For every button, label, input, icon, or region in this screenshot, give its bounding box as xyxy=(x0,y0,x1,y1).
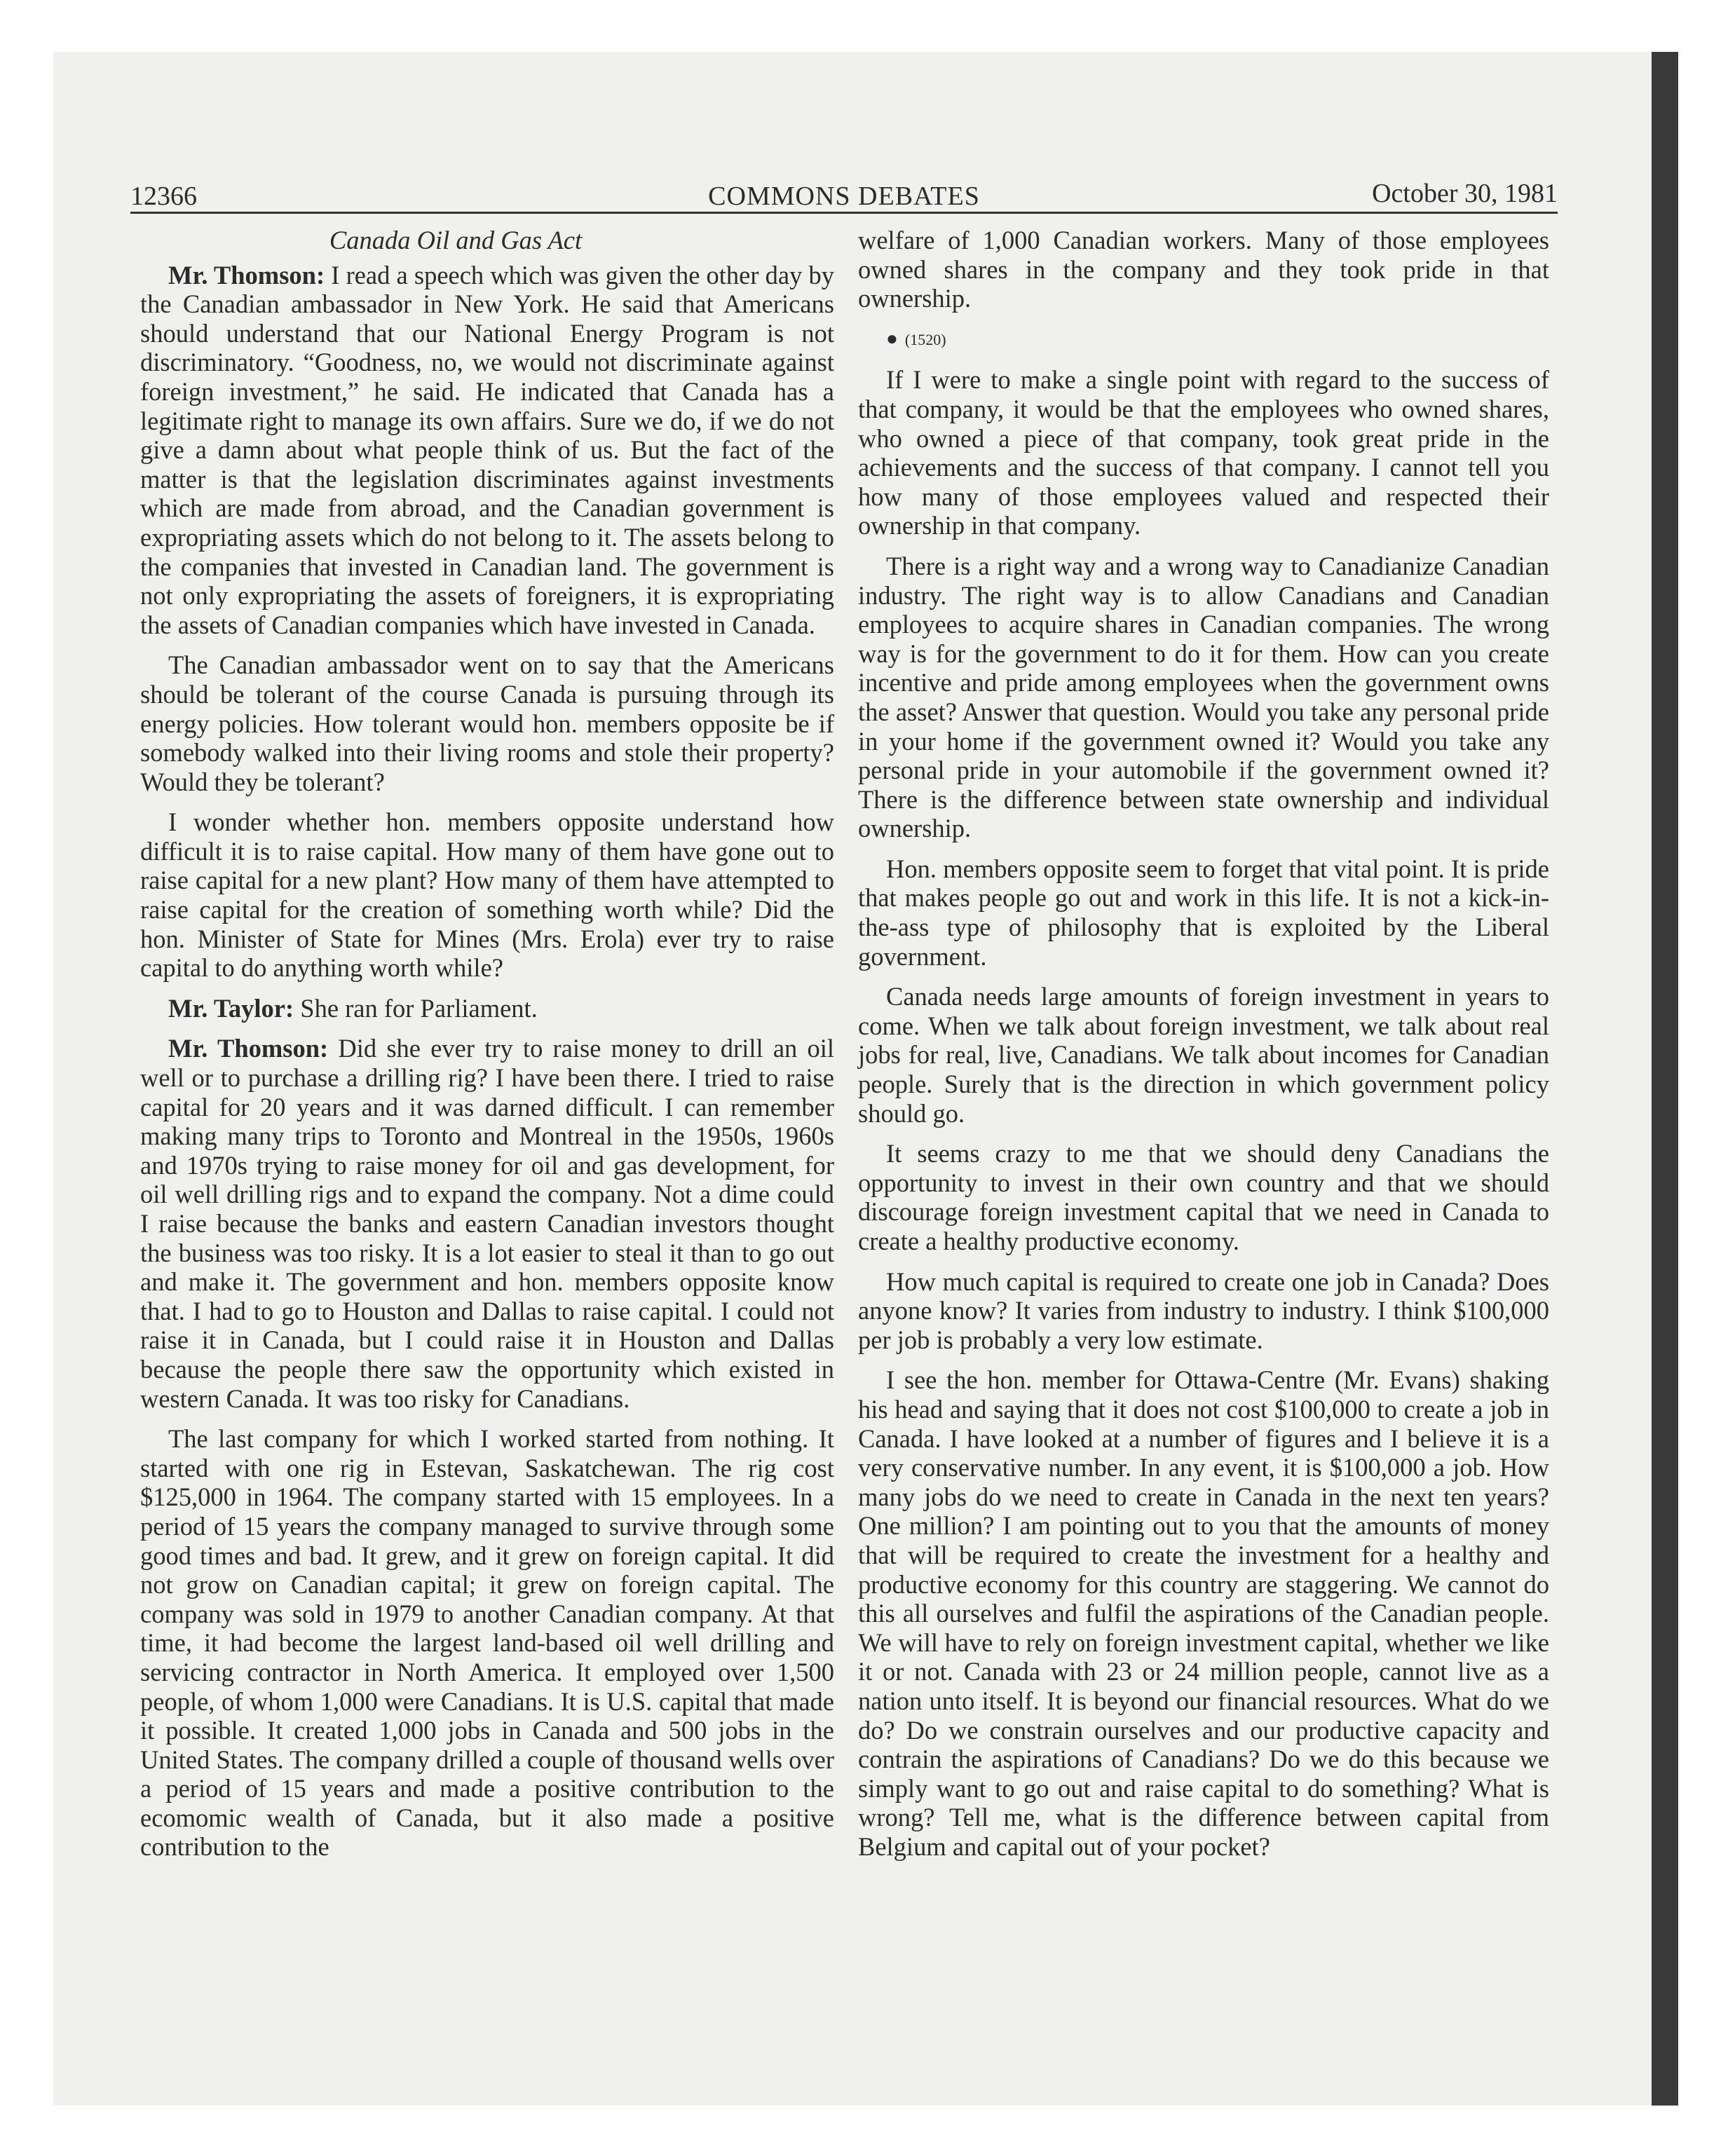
paragraph: The Canadian ambassador went on to say that the Americans should be tolerant of the course Canada is pursuing through its energy policies. How tolerant would hon. members opposite be if somebody walked into their living rooms and stole their property? Would they be tolerant? xyxy=(140,650,834,796)
speaker-name: Mr. Taylor: xyxy=(168,993,294,1023)
speaker-name: Mr. Thomson: xyxy=(168,1034,329,1063)
speaker-name: Mr. Thomson: xyxy=(168,260,325,289)
right-column xyxy=(858,226,1549,1872)
paragraph xyxy=(140,1034,834,1413)
paragraph xyxy=(140,261,834,640)
bullet-icon: ● xyxy=(886,327,898,350)
page-header xyxy=(130,177,1558,214)
paragraph-continued: welfare of 1,000 Canadian workers. Many of those employees owned shares in the company and they took pride in that ownership. xyxy=(858,226,1549,313)
paragraph-text: I read a speech which was given the other day by the Canadian ambassador in New York. He said that Americans should understand that our National Energy Program is not discriminatory. “Goodness, no, we would not discriminate against foreign investment,” he said. He indicated that Canada has a legitimate right to manage its own affairs. Sure we do, if we do not give a damn about what people think of us. But the fact of the matter is that the legislation discriminates against investments which are made from abroad, and the Canadian government is expropriating assets which do not belong to it. The assets belong to the companies that invested in Canadian land. The government is not only expropriating the assets of foreigners, it is expropriating the assets of Canadian companies which have invested in Canada. xyxy=(140,260,835,639)
paragraph: If I were to make a single point with regard to the success of that company, it would be that the employees who owned shares, who owned a piece of that company, took great pride in the achievements and the success of that company. I cannot tell you how many of those employees valued and respected their ownership in that company. xyxy=(858,365,1549,540)
page-date: October 30, 1981 xyxy=(1372,179,1558,208)
paragraph: Hon. members opposite seem to forget that vital point. It is pride that makes people go out and work in this life. It is not a kick-in-the-ass type of philosophy that is exploited by the Liberal government. xyxy=(858,854,1549,971)
paragraph: The last company for which I worked started from nothing. It started with one rig in Estevan, Saskatchewan. The rig cost $125,000 in 1964. The company started with 15 employees. In a period of 15 years the company managed to survive through some good times and bad. It grew, and it grew on foreign capital. It did not grow on Canadian capital; it grew on foreign capital. The company was sold in 1979 to another Canadian company. At that time, it had become the largest land-based oil well drilling and servicing contractor in North America. It employed over 1,500 people, of whom 1,000 were Canadians. It is U.S. capital that made it possible. It created 1,000 jobs in Canada and 500 jobs in the United States. The company drilled a couple of thousand wells over a period of 15 years and made a positive contribution to the ecomomic wealth of Canada, but it also made a positive contribution to the xyxy=(140,1424,834,1862)
left-column xyxy=(140,226,834,1873)
paragraph xyxy=(140,994,834,1023)
paragraph: It seems crazy to me that we should deny Canadians the opportunity to invest in their own country and that we should discourage foreign investment capital that we need in Canada to create a healthy productive economy. xyxy=(858,1139,1549,1255)
paragraph-text: She ran for Parliament. xyxy=(300,993,538,1023)
paragraph: I see the hon. member for Ottawa-Centre (Mr. Evans) shaking his head and saying that it does not cost $100,000 to create a job in Canada. I have looked at a number of figures and I believe it is a very conservative number. In any event, it is $100,000 a job. How many jobs do we need to create in Canada in the next ten years? One million? I am pointing out to you that the amounts of money that will be required to create the investment for a healthy and productive economy for this country are staggering. We cannot do this all ourselves and fulfil the aspirations of the Canadian people. We will have to rely on foreign investment capital, whether we like it or not. Canada with 23 or 24 million people, cannot live as a nation unto itself. It is beyond our financial resources. What do we do? Do we constrain ourselves and our productive capacity and contrain the aspirations of Canadians? Do we do this because we simply want to go out and raise capital to do something? What is wrong? Tell me, what is the difference between capital from Belgium and capital out of your pocket? xyxy=(858,1365,1549,1861)
scan-edge-bar xyxy=(1652,52,1678,2106)
paragraph-text: Did she ever try to raise money to drill an oil well or to purchase a drilling rig? I have been there. I tried to raise capital for 20 years and it was darned difficult. I can remember making many trips to Toronto and Montreal in the 1950s, 1960s and 1970s trying to raise money for oil and gas development, for oil well drilling rigs and to expand the company. Not a dime could I raise because the banks and eastern Canadian investors thought the business was too risky. It is a lot easier to steal it than to go out and make it. The government and hon. members opposite know that. I had to go to Houston and Dallas to raise capital. I could not raise it in Canada, but I could raise it in Houston and Dallas because the people there saw the opportunity which existed in western Canada. It was too risky for Canadians. xyxy=(140,1034,834,1413)
paragraph: How much capital is required to create one job in Canada? Does anyone know? It varies from industry to industry. I think $100,000 per job is probably a very low estimate. xyxy=(858,1267,1549,1354)
time-marker xyxy=(858,325,1549,355)
publication-title: COMMONS DEBATES xyxy=(708,182,980,211)
section-title: Canada Oil and Gas Act xyxy=(329,226,583,254)
paragraph: I wonder whether hon. members opposite understand how difficult it is to raise capital. How many of them have gone out to raise capital for a new plant? How many of them have attempted to raise capital for the creation of something worth while? Did the hon. Minister of State for Mines (Mrs. Erola) ever try to raise capital to do anything worth while? xyxy=(140,807,834,983)
time-marker-text: (1520) xyxy=(904,330,946,348)
paragraph: Canada needs large amounts of foreign investment in years to come. When we talk about foreign investment, we talk about real jobs for real, live, Canadians. We talk about incomes for Canadian people. Surely that is the direction in which government policy should go. xyxy=(858,982,1549,1128)
paragraph: There is a right way and a wrong way to Canadianize Canadian industry. The right way is to allow Canadians and Canadian employees to acquire shares in Canadian companies. The wrong way is for the government to do it for them. How can you create incentive and pride among employees when the government owns the asset? Answer that question. Would you take any personal pride in your home if the government owned it? Would you take any personal pride in your automobile if the government owned it? There is the difference between state ownership and individual ownership. xyxy=(858,551,1549,843)
page-number: 12366 xyxy=(130,182,197,211)
